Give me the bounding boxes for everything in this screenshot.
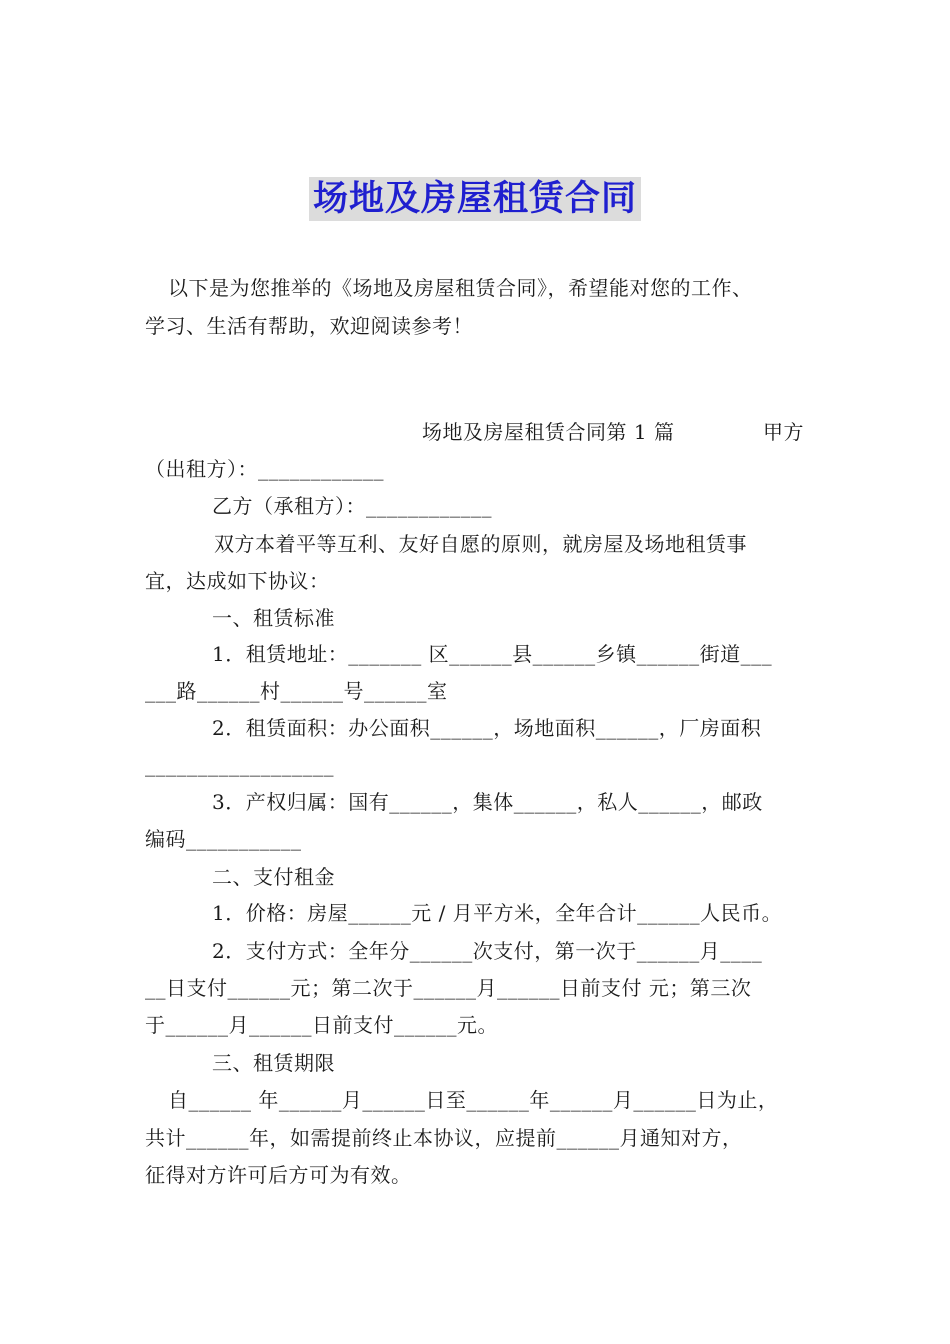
clause-1-2-line-2: __________________	[145, 753, 334, 777]
clause-1-1-line-2: ___路______村______号______室	[145, 679, 448, 703]
clause-1-3-line-1: 3．产权归属：国有______，集体______，私人______，邮政	[212, 790, 763, 814]
clause-2-1: 1．价格：房屋______元 / 月平方米，全年合计______人民币。	[212, 901, 783, 925]
clause-heading-3: 三、租赁期限	[212, 1051, 335, 1075]
clause-1-3-line-2: 编码___________	[145, 827, 302, 851]
clause-heading-1: 一、租赁标准	[212, 606, 335, 630]
party-a-field: （出租方）：____________	[145, 457, 384, 481]
clause-3-line-2: 共计______年，如需提前终止本协议，应提前______月通知对方，	[145, 1126, 743, 1150]
clause-1-2-line-1: 2．租赁面积：办公面积______，场地面积______，厂房面积	[212, 716, 762, 740]
party-a-label: 甲方	[763, 420, 804, 444]
section-heading: 场地及房屋租赁合同第 1 篇	[422, 420, 675, 444]
clause-2-2-line-1: 2．支付方式：全年分______次支付，第一次于______月____	[212, 939, 763, 963]
principle-line-2: 宜，达成如下协议：	[145, 569, 330, 593]
intro-line-2: 学习、生活有帮助，欢迎阅读参考！	[145, 314, 473, 338]
clause-2-2-line-2: __日支付______元；第二次于______月______日前支付 元；第三次	[145, 976, 752, 1000]
clause-3-line-1: 自______ 年______月______日至______年______月______日为止，	[168, 1088, 779, 1112]
document-title: 场地及房屋租赁合同	[309, 177, 641, 221]
party-b-field: 乙方（承租方）：____________	[212, 494, 492, 518]
clause-1-1-line-1: 1．租赁地址：_______ 区______县______乡镇______街道___	[212, 642, 773, 666]
clause-heading-2: 二、支付租金	[212, 865, 335, 889]
principle-line-1: 双方本着平等互利、友好自愿的原则，就房屋及场地租赁事	[214, 532, 747, 556]
clause-3-line-3: 征得对方许可后方可为有效。	[145, 1163, 412, 1187]
intro-line-1: 以下是为您推举的《场地及房屋租赁合同》，希望能对您的工作、	[168, 276, 753, 300]
clause-2-2-line-3: 于______月______日前支付______元。	[145, 1013, 498, 1037]
document-title-wrapper	[0, 177, 950, 221]
